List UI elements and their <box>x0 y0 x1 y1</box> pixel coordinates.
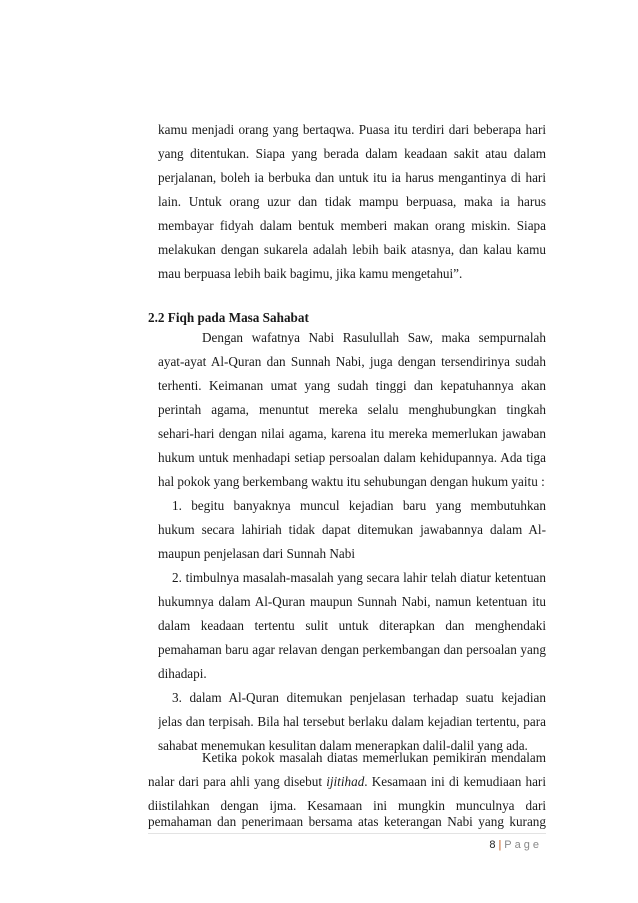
italic-term: ijitihad <box>326 774 365 789</box>
body-line: perintah agama, menuntut mereka selalu menghubungkan tingkah <box>158 402 546 417</box>
list-item-line: 1. begitu banyaknya muncul kejadian baru yang membutuhkan <box>172 498 546 513</box>
page-number: 8 <box>489 839 496 851</box>
body-line: diistilahkan dengan ijma. Kesamaan ini mungkin munculnya dari <box>148 798 546 813</box>
list-item-line: pemahaman baru agar relavan dengan perkembangan dan persoalan yang <box>158 642 546 657</box>
list-item-line: dalam keadaan tertentu sulit untuk diterapkan dan menghendaki <box>158 618 546 633</box>
body-line: melakukan dengan sukarela adalah lebih baik atasnya, dan kalau kamu <box>158 242 546 257</box>
body-line: perjalanan, boleh ia berbuka dan untuk itu ia harus mengantinya di hari <box>158 170 546 185</box>
body-line: kamu menjadi orang yang bertaqwa. Puasa itu terdiri dari beberapa hari <box>158 122 546 137</box>
list-item-line: hukumnya dalam Al-Quran maupun Sunnah Nabi, namun ketentuan itu <box>158 594 546 609</box>
footer-divider <box>148 833 546 834</box>
body-text: . Kesamaan ini di kemudiaan hari <box>364 774 546 789</box>
body-line: mau berpuasa lebih baik bagimu, jika kamu mengetahui”. <box>158 266 463 281</box>
body-line: sehari-hari dengan nilai agama, karena itu mereka memerlukan jawaban <box>158 426 546 441</box>
body-line: yang ditentukan. Siapa yang berada dalam keadaan sakit atau dalam <box>158 146 546 161</box>
list-item-line: jelas dan terpisah. Bila hal tersebut berlaku dalam kejadian tertentu, para <box>158 714 546 729</box>
body-line: hukum untuk menhadapi setiap persoalan dalam kehidupannya. Ada tiga <box>158 450 546 465</box>
body-line: pemahaman dan penerimaan bersama atas keterangan Nabi yang kurang <box>148 814 546 829</box>
page-label: Page <box>504 839 542 851</box>
list-item-line: sahabat menemukan kesulitan dalam menerapkan dalil-dalil yang ada. <box>158 738 528 753</box>
list-item-line: maupun penjelasan dari Sunnah Nabi <box>158 546 356 561</box>
body-line: ayat-ayat Al-Quran dan Sunnah Nabi, juga dengan tersendirinya sudah <box>158 354 546 369</box>
body-line: terhenti. Keimanan umat yang sudah tinggi dan kepatuhannya akan <box>158 378 546 393</box>
footer-separator: | <box>498 839 502 851</box>
body-line: Ketika pokok masalah diatas memerlukan pemikiran mendalam <box>202 750 546 765</box>
list-item-line: 3. dalam Al-Quran ditemukan penjelasan terhadap suatu kejadian <box>172 690 546 705</box>
body-line: membayar fidyah dalam bentuk memberi makan orang miskin. Siapa <box>158 218 546 233</box>
list-item-line: 2. timbulnya masalah-masalah yang secara lahir telah diatur ketentuan <box>172 570 546 585</box>
page-footer <box>489 839 542 851</box>
list-item-line: dihadapi. <box>158 666 207 681</box>
body-line: Dengan wafatnya Nabi Rasulullah Saw, maka sempurnalah <box>202 330 546 345</box>
list-item-line: hukum secara lahiriah tidak dapat ditemukan jawabannya dalam Al- <box>158 522 546 537</box>
section-heading: 2.2 Fiqh pada Masa Sahabat <box>148 310 309 325</box>
body-line <box>148 774 546 790</box>
body-text: nalar dari para ahli yang disebut <box>148 774 327 789</box>
body-line: lain. Untuk orang uzur dan tidak mampu berpuasa, maka ia harus <box>158 194 546 209</box>
body-line: hal pokok yang berkembang waktu itu sehubungan dengan hukum yaitu : <box>158 474 545 489</box>
